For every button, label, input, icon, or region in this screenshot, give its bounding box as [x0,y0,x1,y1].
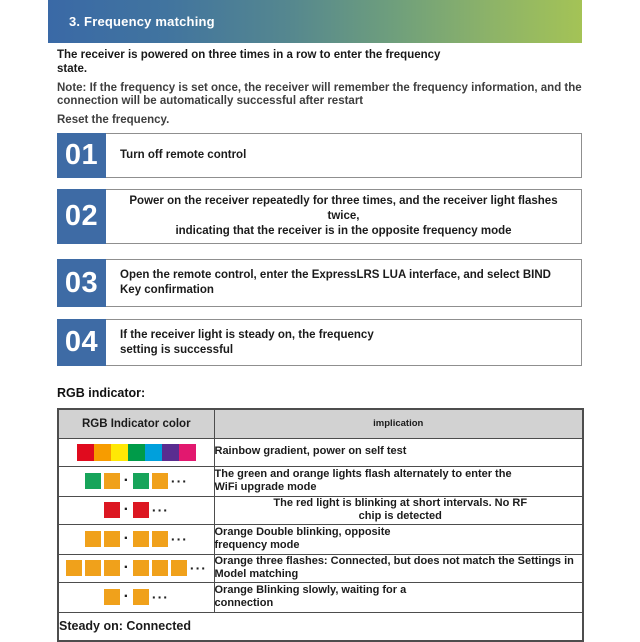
indicator-pattern-cell [58,524,214,554]
implication-cell: Rainbow gradient, power on self test [214,438,583,466]
repeat-dots: ··· [151,502,169,518]
step-number: 02 [57,189,106,244]
led-swatch [128,444,145,461]
indicator-pattern-cell [58,554,214,582]
led-swatch [77,444,94,461]
indicator-pattern-cell [58,438,214,466]
led-swatch [152,531,168,547]
step-text-line: setting is successful [120,343,234,356]
led-swatch [104,589,120,605]
rgb-table-row [58,554,583,582]
step-text-line: Power on the receiver repeatedly for three times, and the receiver light flashes twice, [129,195,558,222]
repeat-dots: ··· [170,531,188,547]
led-swatch [104,560,120,576]
column-header-indicator-color: RGB Indicator color [58,409,214,438]
repeat-dots: ··· [170,473,188,489]
separator-dot: · [123,530,129,547]
section-title: 3. Frequency matching [69,14,215,29]
step-text [106,190,581,243]
step-text-line: Open the remote control, enter the ExpressLRS LUA interface, and select BIND [120,269,551,281]
led-swatch [133,473,149,489]
indicator-pattern-cell [58,466,214,496]
led-swatch [94,444,111,461]
step-row-01 [57,133,582,178]
intro-main-text: The receiver is powered on three times in a row to enter the frequency state. [57,49,441,75]
led-swatch [104,473,120,489]
step-text-line: Key confirmation [120,284,214,296]
indicator-pattern-cell [58,582,214,612]
separator-dot: · [123,501,129,518]
step-text-line: indicating that the receiver is in the opposite frequency mode [175,225,512,237]
repeat-dots: ··· [151,589,169,605]
step-number: 01 [57,133,106,178]
led-swatch [152,560,168,576]
step-text-line: If the receiver light is steady on, the frequency [120,328,374,341]
led-swatch [133,560,149,576]
separator-dot: · [123,588,129,605]
step-text [106,320,581,365]
blink-swatches [59,473,214,489]
led-swatch [85,560,101,576]
column-header-implication: implication [214,409,583,438]
rgb-table-row [58,466,583,496]
separator-dot: · [123,559,129,576]
repeat-dots: ··· [189,560,207,576]
implication-cell: Orange Double blinking, opposite frequency mode [214,524,583,554]
intro-note-text: Note: If the frequency is set once, the receiver will remember the frequency information, and the connection will be automatically successful after restart [57,82,582,107]
led-swatch [66,560,82,576]
led-swatch [133,589,149,605]
rgb-indicator-table [57,408,584,642]
step-text-line: Turn off remote control [120,149,247,161]
rainbow-swatches [59,444,214,461]
led-swatch [104,502,120,518]
rgb-table-row [58,582,583,612]
step-row-02 [57,189,582,244]
implication-cell: The red light is blinking at short intervals. No RF chip is detected [214,496,583,524]
reset-frequency-label: Reset the frequency. [57,114,170,126]
led-swatch [133,502,149,518]
led-swatch [145,444,162,461]
blink-swatches [59,502,214,518]
rgb-table-body [58,438,583,612]
blink-swatches [59,589,214,605]
step-number: 03 [57,259,106,307]
rgb-table-row [58,438,583,466]
led-swatch [162,444,179,461]
led-swatch [85,531,101,547]
rgb-table-header-row [58,409,583,438]
section-header-bar [48,0,582,43]
steps-list [57,133,582,366]
led-swatch [179,444,196,461]
page-content [57,49,582,642]
step-row-03 [57,259,582,307]
step-text [106,260,581,306]
led-swatch [171,560,187,576]
implication-cell: Orange three flashes: Connected, but does not match the Settings in Model matching [214,554,583,582]
separator-dot: · [123,472,129,489]
rgb-table-footer-row [58,612,583,641]
led-swatch [111,444,128,461]
step-number: 04 [57,319,106,366]
step-text [106,134,581,177]
steady-on-label: Steady on: Connected [58,612,583,641]
led-swatch [85,473,101,489]
rgb-table-row [58,496,583,524]
led-swatch [152,473,168,489]
rgb-indicator-heading: RGB indicator: [57,386,146,400]
step-row-04 [57,319,582,366]
implication-cell: Orange Blinking slowly, waiting for a connection [214,582,583,612]
blink-swatches [59,560,214,576]
rgb-table-row [58,524,583,554]
indicator-pattern-cell [58,496,214,524]
blink-swatches [59,531,214,547]
led-swatch [133,531,149,547]
implication-cell: The green and orange lights flash alternately to enter the WiFi upgrade mode [214,466,583,496]
led-swatch [104,531,120,547]
